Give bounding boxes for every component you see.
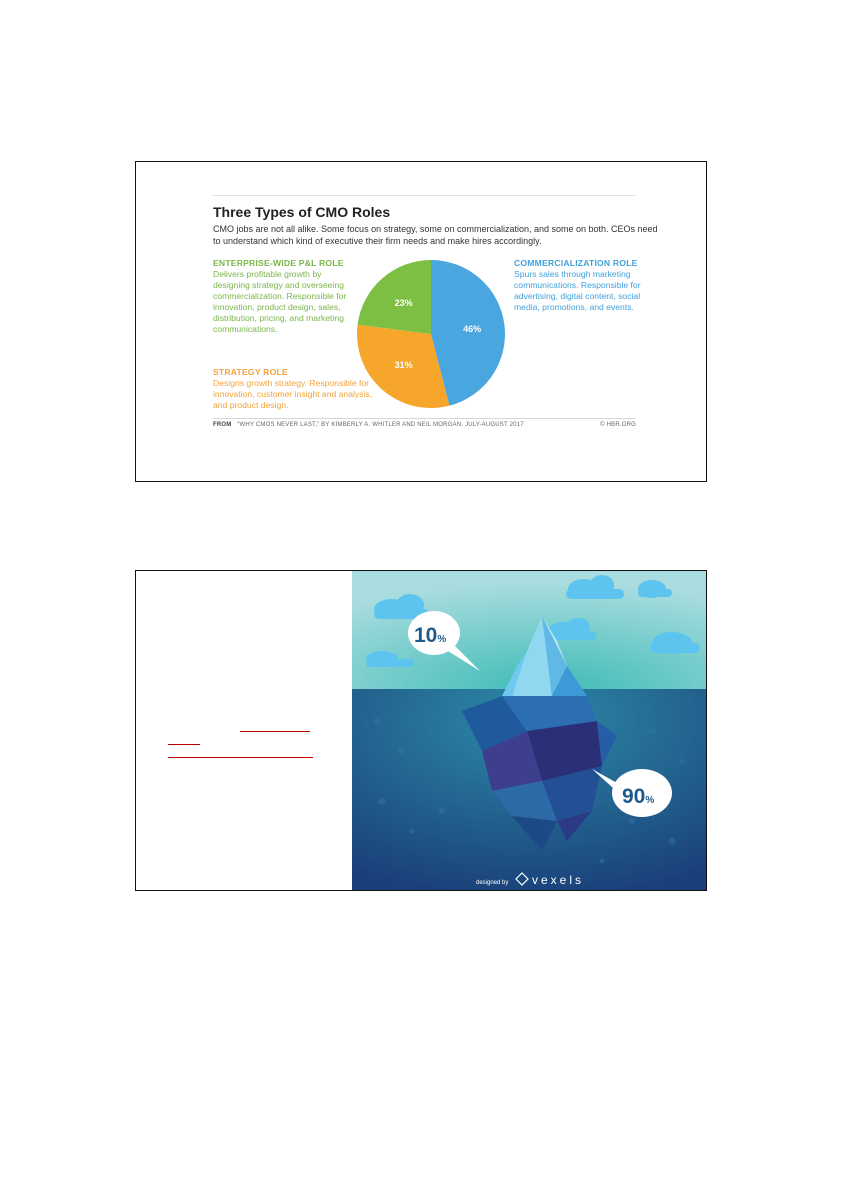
- pie-slice-label-0: 46%: [463, 323, 482, 334]
- credit-prefix: designed by: [476, 880, 509, 886]
- hyperlink-underline-1[interactable]: [240, 731, 310, 732]
- callout-tip-number: 10: [414, 624, 438, 647]
- role-strategy-body: Designs growth strategy. Responsible for innovation, customer insight and analysis, and product design.: [213, 378, 373, 410]
- cmo-roles-pie-chart: [356, 259, 506, 409]
- pie-slice-label-1: 31%: [394, 360, 413, 371]
- slide-description: CMO jobs are not all alike. Some focus on strategy, some on commercialization, and some on both. CEOs need to understand which kind of executive their firm needs and make hires accordingly.: [213, 224, 658, 246]
- slide-cmo-roles: [135, 161, 707, 482]
- role-strategy-heading: STRATEGY ROLE: [213, 367, 288, 377]
- role-enterprise-body: Delivers profitable growth by designing strategy and overseeing commercialization. Responsible for innovation, product design, sales, distribution, pricing, and marketing communications.: [213, 269, 347, 334]
- callout-tip-unit: %: [437, 634, 447, 645]
- slide-title: Three Types of CMO Roles: [213, 204, 391, 220]
- hyperlink-fragments[interactable]: [168, 731, 313, 758]
- footer-source: “WHY CMOS NEVER LAST,” BY KIMBERLY A. WHITLER AND NEIL MORGAN, JULY-AUGUST 2017: [237, 422, 524, 428]
- slide-footer: [213, 422, 636, 428]
- footer-credit: © HBR.ORG: [600, 422, 636, 428]
- hyperlink-underline-2[interactable]: [168, 744, 200, 745]
- role-strategy: [213, 367, 373, 411]
- role-commercialization-heading: COMMERCIALIZATION ROLE: [514, 258, 638, 268]
- footer-divider: [213, 418, 636, 419]
- role-enterprise-wide: [213, 258, 353, 335]
- role-enterprise-heading: ENTERPRISE-WIDE P&L ROLE: [213, 258, 344, 268]
- pie-slice-label-2: 23%: [394, 297, 413, 308]
- slide-iceberg: [135, 570, 707, 891]
- callout-base-unit: %: [645, 795, 655, 806]
- top-divider: [213, 195, 636, 196]
- credit-brand: vexels: [532, 873, 585, 887]
- role-commercialization: [514, 258, 654, 313]
- iceberg-illustration: [352, 571, 707, 891]
- hyperlink-underline-3[interactable]: [168, 757, 313, 758]
- role-commercialization-body: Spurs sales through marketing communications. Responsible for advertising, digital content, social media, promotions, and events.: [514, 269, 641, 312]
- footer-from-label: FROM: [213, 422, 232, 428]
- callout-base-number: 90: [622, 785, 646, 808]
